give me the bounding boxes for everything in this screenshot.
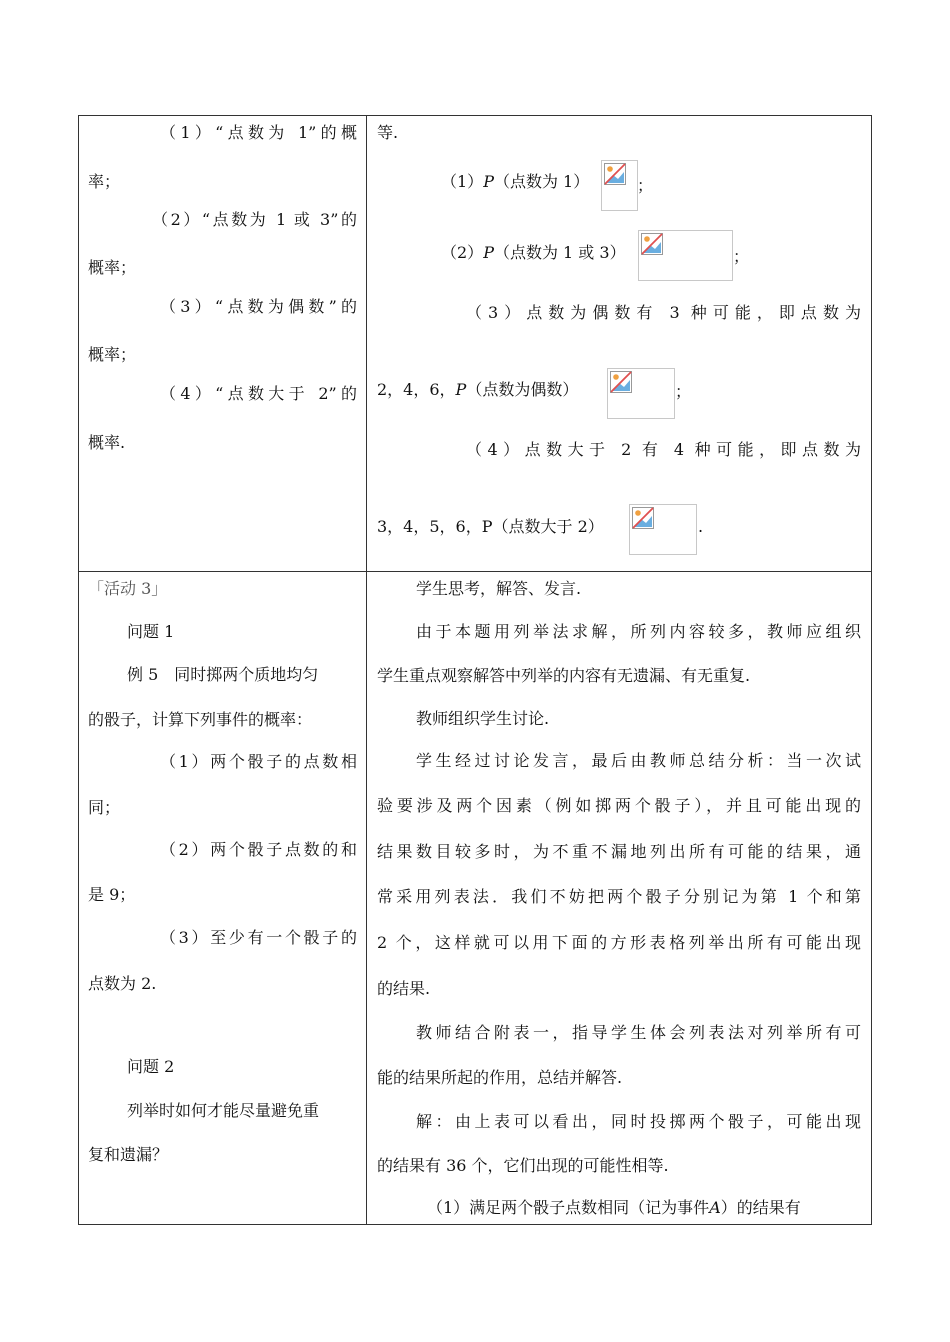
case-1-line2: 同；	[88, 798, 121, 817]
formula-image-2	[638, 230, 733, 281]
notes-line-11: 教师结合附表一，指导学生体会列表法对列举所有可	[416, 1023, 861, 1042]
notes-line-1: 学生思考，解答、发言.	[416, 579, 582, 598]
row-divider	[78, 571, 872, 572]
answer-2-text: （点数为 1 或 3）	[493, 243, 626, 262]
notes-line-13: 解：由上表可以看出，同时投掷两个骰子，可能出现	[416, 1112, 861, 1131]
notes-line-5: 学生经过讨论发言，最后由教师总结分析：当一次试	[416, 751, 861, 770]
problem-2-heading: 问题 2	[127, 1057, 175, 1076]
formula-image-3	[607, 368, 675, 419]
notes-line-6: 验要涉及两个因素（例如掷两个骰子），并且可能出现的	[377, 796, 861, 815]
broken-image-icon	[604, 163, 626, 185]
broken-image-icon	[610, 371, 632, 393]
answer-1-prefix: （1）	[441, 172, 484, 191]
answer-3-line2	[377, 380, 578, 400]
notes-line-15-a: （1）满足两个骰子点数相同（记为事件	[427, 1198, 710, 1217]
question-3-line1: （3）“点数为偶数”的	[160, 297, 357, 316]
question-3-line2: 概率；	[88, 345, 137, 364]
answer-2-end: ；	[733, 247, 750, 266]
answer-3-text: （点数为偶数）	[466, 380, 579, 399]
broken-image-icon	[632, 507, 654, 529]
case-1-line1: （1）两个骰子的点数相	[160, 752, 357, 771]
formula-image-1	[601, 160, 638, 211]
notes-line-4: 教师组织学生讨论.	[416, 709, 550, 728]
answer-1-text: （点数为 1）	[493, 172, 590, 191]
question-2-line2: 概率；	[88, 258, 137, 277]
case-2-line2: 是 9；	[88, 885, 136, 904]
question-2-line1: （2）“点数为 1 或 3”的	[152, 210, 357, 229]
case-3-line2: 点数为 2.	[88, 974, 157, 993]
answer-3-p: P	[455, 380, 467, 399]
notes-line-7: 结果数目较多时，为不重不漏地列出所有可能的结果，通	[377, 842, 861, 861]
notes-line-9: 2 个，这样就可以用下面的方形表格列举出所有可能出现	[377, 933, 861, 952]
notes-line-8: 常采用列表法．我们不妨把两个骰子分别记为第 1 个和第	[377, 887, 861, 906]
question-4-line2: 概率.	[88, 433, 126, 452]
case-3-line1: （3）至少有一个骰子的	[160, 928, 357, 947]
event-a-symbol: A	[709, 1198, 721, 1217]
problem-2-line1: 列举时如何才能尽量避免重	[127, 1101, 320, 1120]
answer-4-line1: （4）点数大于 2 有 4 种可能，即点数为	[466, 440, 861, 459]
answer-4-line2: 3，4，5，6，P（点数大于 2）	[377, 517, 604, 536]
answer-2-p: P	[483, 243, 494, 262]
notes-line-15	[427, 1198, 801, 1218]
answer-1-p: P	[483, 172, 494, 191]
answer-2	[441, 243, 626, 263]
broken-image-icon	[641, 233, 663, 255]
answer-3-values: 2，4，6，	[377, 380, 456, 399]
example-5-line1: 例 5 同时掷两个质地均匀	[127, 665, 319, 684]
notes-line-3: 学生重点观察解答中列举的内容有无遗漏、有无重复.	[377, 666, 751, 685]
case-2-line1: （2）两个骰子点数的和	[160, 840, 357, 859]
answer-3-line1: （3）点数为偶数有 3 种可能，即点数为	[466, 303, 861, 322]
answer-1-end: ；	[637, 176, 654, 195]
question-1-line2: 率；	[88, 172, 121, 191]
problem-2-line2: 复和遗漏？	[88, 1145, 169, 1164]
answer-3-end: ；	[675, 382, 692, 401]
formula-image-4	[629, 504, 697, 555]
problem-1-heading: 问题 1	[127, 622, 175, 641]
activity-label: 「活动 3」	[88, 579, 168, 598]
answer-2-prefix: （2）	[441, 243, 484, 262]
notes-line-15-b: ）的结果有	[720, 1198, 801, 1217]
column-divider	[366, 115, 367, 1225]
question-4-line1: （4）“点数大于 2”的	[160, 384, 357, 403]
answer-1	[441, 172, 589, 192]
notes-line-14: 的结果有 36 个，它们出现的可能性相等.	[377, 1156, 669, 1175]
answer-intro: 等.	[377, 123, 399, 142]
question-1-line1: （1）“点数为 1”的概	[160, 123, 357, 142]
answer-4-end: .	[698, 517, 704, 536]
example-5-line2: 的骰子，计算下列事件的概率：	[88, 710, 313, 729]
notes-line-2: 由于本题用列举法求解，所列内容较多，教师应组织	[416, 622, 861, 641]
notes-line-10: 的结果.	[377, 979, 431, 998]
notes-line-12: 能的结果所起的作用，总结并解答.	[377, 1068, 623, 1087]
